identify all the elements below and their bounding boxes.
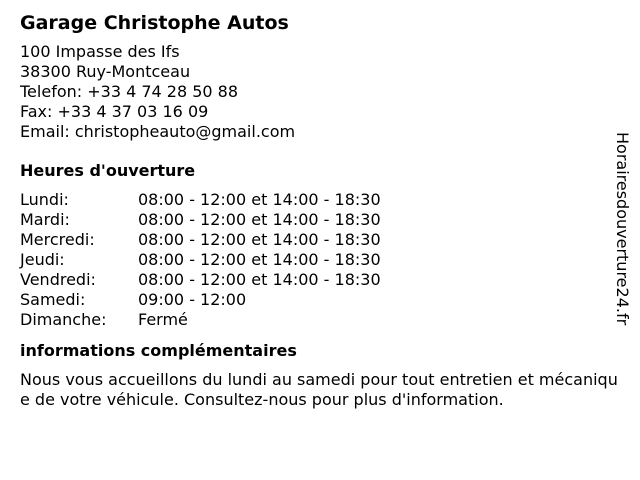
time-range: 08:00 - 12:00 et 14:00 - 18:30 [138,210,381,229]
day-label: Lundi: [20,190,69,209]
address-city: 38300 Ruy-Montceau [20,62,191,81]
hours-row-monday [20,190,610,210]
opening-hours-table [20,190,610,330]
time-range: 08:00 - 12:00 et 14:00 - 18:30 [138,250,381,269]
contact-block [20,42,610,142]
opening-hours-heading: Heures d'ouverture [20,161,196,180]
day-label: Vendredi: [20,270,96,289]
time-range: 08:00 - 12:00 et 14:00 - 18:30 [138,230,381,249]
email-address: Email: christopheauto@gmail.com [20,122,296,141]
additional-info-heading: informations complémentaires [20,341,297,360]
hours-row-wednesday [20,230,610,250]
hours-row-thursday [20,250,610,270]
business-card [20,10,618,410]
fax-number: Fax: +33 4 37 03 16 09 [20,102,209,121]
time-range: Fermé [138,310,188,329]
day-label: Mardi: [20,210,70,229]
hours-row-tuesday [20,210,610,230]
hours-row-saturday [20,290,610,310]
business-name: Garage Christophe Autos [20,12,289,34]
site-watermark: Horairesdouverture24.fr [613,132,632,326]
time-range: 08:00 - 12:00 et 14:00 - 18:30 [138,190,381,209]
time-range: 09:00 - 12:00 [138,290,247,309]
additional-info-text: Nous vous accueillons du lundi au samedi pour tout entretien et mécanique de votre véhicule. Consultez-nous pour plus d'information. [20,370,618,409]
day-label: Mercredi: [20,230,95,249]
hours-row-sunday [20,310,610,330]
day-label: Jeudi: [20,250,65,269]
day-label: Dimanche: [20,310,107,329]
address-street: 100 Impasse des Ifs [20,42,180,61]
phone-number: Telefon: +33 4 74 28 50 88 [20,82,239,101]
day-label: Samedi: [20,290,86,309]
hours-row-friday [20,270,610,290]
time-range: 08:00 - 12:00 et 14:00 - 18:30 [138,270,381,289]
